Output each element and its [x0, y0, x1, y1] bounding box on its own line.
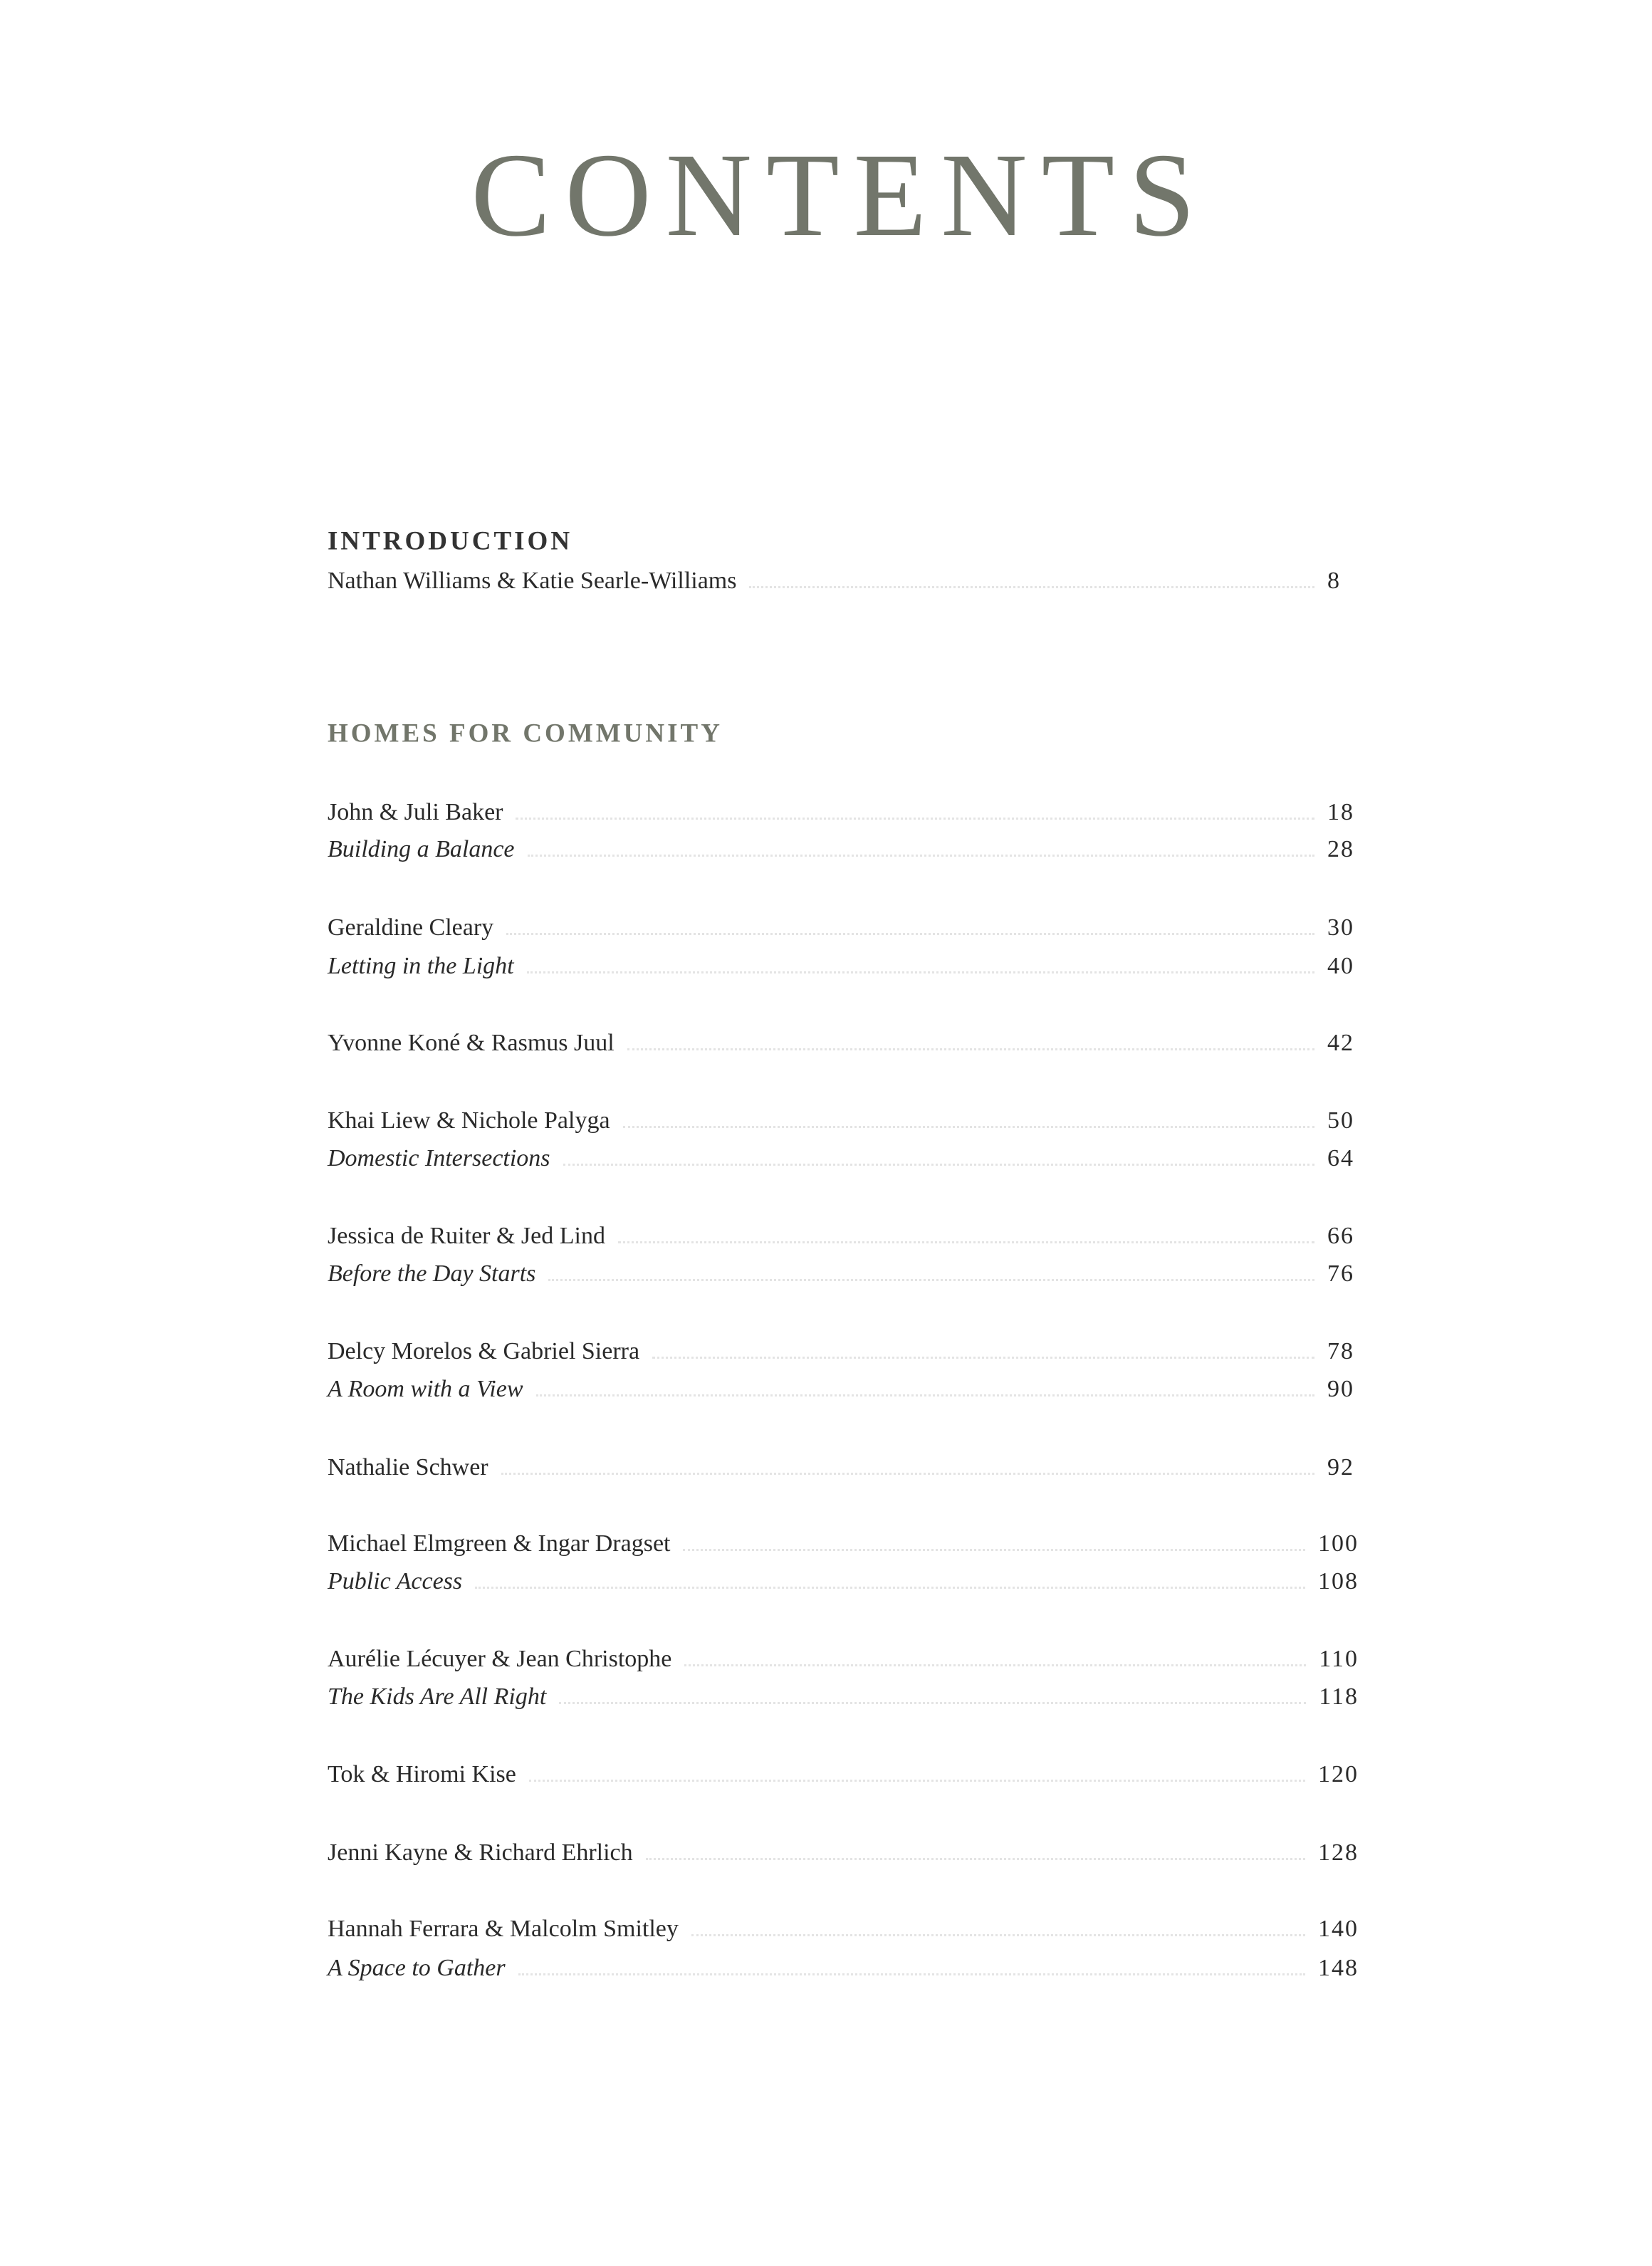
- toc-entry[interactable]: [328, 800, 1359, 825]
- dot-leader: [618, 1241, 1314, 1243]
- entry-page: 76: [1327, 1260, 1354, 1287]
- entry-page: 100: [1318, 1530, 1359, 1557]
- section-heading-homes-for-community: HOMES FOR COMMUNITY: [328, 719, 723, 748]
- toc-entry[interactable]: [328, 1570, 1359, 1594]
- toc-entry[interactable]: [328, 837, 1359, 862]
- entry-page: 90: [1327, 1376, 1354, 1402]
- toc-entry[interactable]: [328, 1456, 1359, 1480]
- entry-title: Delcy Morelos & Gabriel Sierra: [328, 1338, 640, 1364]
- entry-title: Letting in the Light: [328, 953, 514, 979]
- entry-title: Yvonne Koné & Rasmus Juul: [328, 1030, 615, 1056]
- dot-leader: [528, 854, 1314, 857]
- dot-leader: [518, 1973, 1305, 1975]
- dot-leader: [548, 1278, 1314, 1281]
- dot-leader: [559, 1701, 1306, 1704]
- entry-page: 78: [1327, 1338, 1354, 1364]
- entry-page: 64: [1327, 1145, 1354, 1171]
- entry-page: 66: [1327, 1223, 1354, 1249]
- entry-title: Nathalie Schwer: [328, 1454, 488, 1481]
- entry-page: 148: [1318, 1955, 1359, 1981]
- dot-leader: [684, 1664, 1306, 1666]
- entry-title: A Space to Gather: [328, 1955, 506, 1981]
- entry-page: 110: [1319, 1646, 1359, 1672]
- dot-leader: [536, 1394, 1314, 1396]
- entry-title: Hannah Ferrara & Malcolm Smitley: [328, 1916, 679, 1942]
- toc-entry[interactable]: [328, 1262, 1359, 1286]
- dot-leader: [683, 1548, 1305, 1551]
- toc-entry[interactable]: [328, 1532, 1359, 1556]
- toc-entry[interactable]: [328, 1224, 1359, 1248]
- section-heading-introduction: INTRODUCTION: [328, 526, 573, 556]
- entry-page: 18: [1327, 799, 1354, 825]
- entry-page: 118: [1319, 1683, 1359, 1710]
- toc-entry[interactable]: [328, 569, 1359, 593]
- toc-entry[interactable]: [328, 1841, 1359, 1865]
- dot-leader: [563, 1163, 1314, 1166]
- entry-page: 140: [1318, 1916, 1359, 1942]
- entry-title: Khai Liew & Nichole Palyga: [328, 1107, 610, 1134]
- entry-page: 120: [1318, 1761, 1359, 1787]
- dot-leader: [646, 1857, 1305, 1860]
- toc-entry[interactable]: [328, 1340, 1359, 1364]
- toc-entry[interactable]: [328, 1031, 1359, 1055]
- entry-title: Geraldine Cleary: [328, 914, 494, 941]
- dot-leader: [623, 1125, 1314, 1128]
- entry-title: Building a Balance: [328, 836, 515, 862]
- page-title: CONTENTS: [471, 129, 1210, 261]
- dot-leader: [506, 932, 1314, 935]
- entry-page: 42: [1327, 1030, 1354, 1056]
- entry-page: 8: [1327, 568, 1341, 594]
- toc-entry[interactable]: [328, 1377, 1359, 1401]
- entry-title: Tok & Hiromi Kise: [328, 1761, 516, 1787]
- dot-leader: [527, 971, 1314, 973]
- entry-title: Public Access: [328, 1568, 463, 1594]
- entry-page: 50: [1327, 1107, 1354, 1134]
- toc-entry[interactable]: [328, 1956, 1359, 1980]
- dot-leader: [516, 817, 1314, 820]
- entry-page: 28: [1327, 836, 1354, 862]
- toc-entry[interactable]: [328, 1685, 1359, 1709]
- entry-title: Jessica de Ruiter & Jed Lind: [328, 1223, 605, 1249]
- entry-page: 128: [1318, 1839, 1359, 1866]
- toc-entry[interactable]: [328, 1647, 1359, 1671]
- entry-title: The Kids Are All Right: [328, 1683, 547, 1710]
- toc-entry[interactable]: [328, 1147, 1359, 1171]
- entry-title: Michael Elmgreen & Ingar Dragset: [328, 1530, 671, 1557]
- dot-leader: [749, 585, 1314, 588]
- dot-leader: [627, 1048, 1314, 1050]
- toc-entry[interactable]: [328, 954, 1359, 978]
- entry-title: Before the Day Starts: [328, 1260, 536, 1287]
- entry-page: 40: [1327, 953, 1354, 979]
- entry-title: Domestic Intersections: [328, 1145, 550, 1171]
- dot-leader: [529, 1779, 1305, 1782]
- entry-title: Aurélie Lécuyer & Jean Christophe: [328, 1646, 672, 1672]
- entry-title: Nathan Williams & Katie Searle-Williams: [328, 568, 737, 594]
- toc-entry[interactable]: [328, 1917, 1359, 1941]
- dot-leader: [691, 1933, 1305, 1936]
- toc-entry[interactable]: [328, 1763, 1359, 1787]
- entry-page: 92: [1327, 1454, 1354, 1481]
- entry-title: Jenni Kayne & Richard Ehrlich: [328, 1839, 633, 1866]
- dot-leader: [501, 1472, 1314, 1475]
- dot-leader: [652, 1356, 1314, 1359]
- entry-page: 30: [1327, 914, 1354, 941]
- toc-entry[interactable]: [328, 1109, 1359, 1133]
- entry-title: A Room with a View: [328, 1376, 523, 1402]
- entry-title: John & Juli Baker: [328, 799, 503, 825]
- entry-page: 108: [1318, 1568, 1359, 1594]
- toc-entry[interactable]: [328, 916, 1359, 940]
- dot-leader: [475, 1586, 1305, 1589]
